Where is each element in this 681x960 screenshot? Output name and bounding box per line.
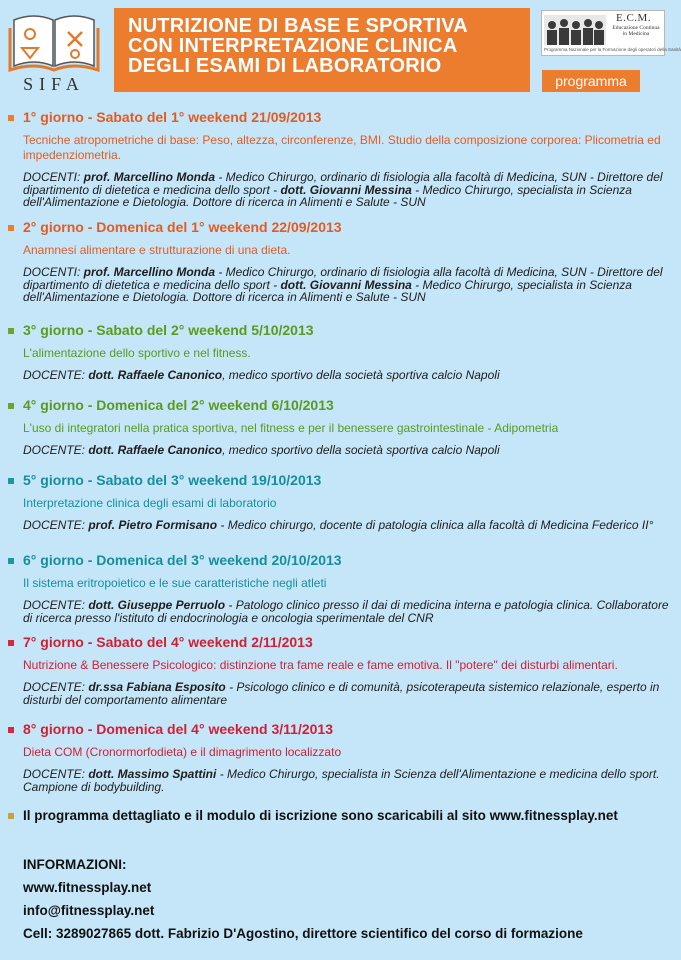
teacher-label: DOCENTE: <box>23 518 89 532</box>
teacher-desc: , medico sportivo della società sportiva calcio Napoli <box>222 368 500 382</box>
teacher-name: dott. Giovanni Messina <box>280 277 412 292</box>
info-heading: INFORMAZIONI: <box>23 857 127 872</box>
day-topic: Interpretazione clinica degli esami di laboratorio <box>23 496 277 510</box>
teacher-label: DOCENTE: <box>23 368 89 382</box>
day-teachers <box>23 444 673 457</box>
ecm-footer: Programma Nazionale per la Formazione degli operatori della Sanità <box>544 47 681 52</box>
program-button[interactable]: programma <box>542 70 640 92</box>
title-line: NUTRIZIONE DI BASE E SPORTIVA <box>128 15 468 37</box>
day-teachers <box>23 369 673 382</box>
square-bullet-icon <box>8 727 14 733</box>
day-teachers <box>23 171 673 209</box>
teacher-name: prof. Pietro Formisano <box>88 518 218 532</box>
day-section <box>8 397 673 457</box>
teacher-name: dott. Massimo Spattini <box>88 767 217 781</box>
day-section <box>8 219 673 304</box>
day-section <box>8 322 673 382</box>
teacher-desc: - Psicologo clinico e di comunità, psicoterapeuta sistemico relazionale, esperto in disturbi del comportamento alimentare <box>23 680 660 707</box>
day-title-text: 1° giorno - Sabato del 1° weekend 21/09/2013 <box>23 109 322 125</box>
day-topic: Dieta COM (Cronormorfodieta) e il dimagrimento localizzato <box>23 745 342 759</box>
day-teachers <box>23 599 673 624</box>
day-teachers <box>23 519 673 532</box>
logo-text: SIFA <box>23 74 85 94</box>
day-topic: Tecniche atropometriche di base: Peso, altezza, circonferenze, BMI. Studio della composizione corporea: Plicometria ed impedenziometria. <box>23 133 661 162</box>
teacher-desc: - Medico chirurgo, docente di patologia clinica alla facoltà di Medicina Federico II° <box>217 518 654 532</box>
square-bullet-icon <box>8 640 14 646</box>
teacher-label: DOCENTI: <box>23 170 84 184</box>
ecm-line: Educazione Continua <box>612 25 660 31</box>
square-bullet-icon <box>8 328 14 334</box>
download-note-text: Il programma dettagliato e il modulo di iscrizione sono scaricabili al sito www.fitnessplay.net <box>23 808 618 823</box>
phone-contact: Cell: 3289027865 dott. Fabrizio D'Agostino, direttore scientifico del corso di formazione <box>23 926 583 941</box>
day-title-text: 8° giorno - Domenica del 4° weekend 3/11/2013 <box>23 721 333 737</box>
teacher-desc: - Medico Chirurgo, specialista in Scienza dell'Alimentazione e Dietologia. Dottore di ricerca in Alimenti e Salute - SUN <box>23 277 632 304</box>
day-topic: Anamnesi alimentare e strutturazione di una dieta. <box>23 243 291 257</box>
teacher-name: dott. Raffaele Canonico <box>88 368 223 382</box>
day-teachers <box>23 768 673 793</box>
day-title <box>8 322 673 339</box>
title-line: DEGLI ESAMI DI LABORATORIO <box>128 55 442 77</box>
teacher-desc: - Medico Chirurgo, specialista in Scienza dell'Alimentazione e medicina dello sport. Campione di bodybuilding. <box>23 767 660 794</box>
day-section <box>8 634 673 706</box>
day-title <box>8 721 673 738</box>
title-line: CON INTERPRETAZIONE CLINICA <box>128 35 458 57</box>
day-section <box>8 721 673 793</box>
day-title-text: 2° giorno - Domenica del 1° weekend 22/09/2013 <box>23 219 342 235</box>
teacher-desc: , medico sportivo della società sportiva calcio Napoli <box>222 443 500 457</box>
teacher-label: DOCENTE: <box>23 598 89 612</box>
teacher-desc: - Medico Chirurgo, ordinario di fisiologia alla facoltà di Medicina, SUN - Direttore del dipartimento di dietetica e medicina dello sport - <box>23 170 663 197</box>
teacher-label: DOCENTI: <box>23 265 84 279</box>
teacher-desc: - Patologo clinico presso il dai di medicina interna e patologia clinica. Collaboratore di ricerca presso l'istituto di endocrinologia e oncologia sperimentale del CNR <box>23 598 669 625</box>
teacher-name: dott. Raffaele Canonico <box>88 443 223 457</box>
day-topic: L'alimentazione dello sportivo e nel fitness. <box>23 346 251 360</box>
square-bullet-icon <box>8 403 14 409</box>
teacher-name: dr.ssa Fabiana Esposito <box>88 680 226 694</box>
day-teachers <box>23 266 673 304</box>
website-link[interactable]: www.fitnessplay.net <box>23 880 152 895</box>
open-book-icon <box>8 8 100 72</box>
day-topic: L'uso di integratori nella pratica sportiva, nel fitness e per il benessere gastrointestinale - Adipometria <box>23 421 559 435</box>
sifa-logo <box>8 8 100 96</box>
email-link[interactable]: info@fitnessplay.net <box>23 903 155 918</box>
day-section <box>8 552 673 624</box>
square-bullet-icon <box>8 558 14 564</box>
day-topic: Il sistema eritropoietico e le sue caratteristiche negli atleti <box>23 576 327 590</box>
day-title-text: 7° giorno - Sabato del 4° weekend 2/11/2013 <box>23 634 313 650</box>
contact-info <box>23 853 583 945</box>
day-title-text: 5° giorno - Sabato del 3° weekend 19/10/2013 <box>23 472 322 488</box>
day-title <box>8 552 673 569</box>
teacher-name: dott. Giuseppe Perruolo <box>88 598 226 612</box>
ecm-line: in Medicina <box>622 31 650 37</box>
teacher-name: prof. Marcellino Monda <box>83 265 216 279</box>
teacher-label: DOCENTE: <box>23 443 89 457</box>
square-bullet-icon <box>8 813 14 819</box>
people-group-icon <box>544 15 606 45</box>
square-bullet-icon <box>8 478 14 484</box>
day-section <box>8 472 673 532</box>
teacher-desc: - Medico Chirurgo, specialista in Scienza dell'Alimentazione e Dietologia. Dottore di ricerca in Alimenti e Salute - SUN <box>23 182 632 209</box>
day-title <box>8 397 673 414</box>
day-teachers <box>23 681 673 706</box>
teacher-name: prof. Marcellino Monda <box>83 170 216 184</box>
day-title-text: 6° giorno - Domenica del 3° weekend 20/10/2013 <box>23 552 342 568</box>
day-title <box>8 634 673 651</box>
ecm-acronym: E.C.M. <box>616 12 652 24</box>
download-note <box>8 808 618 823</box>
teacher-name: dott. Giovanni Messina <box>280 182 412 197</box>
ecm-subtitle <box>608 25 664 37</box>
square-bullet-icon <box>8 115 14 121</box>
course-title <box>114 8 530 92</box>
day-title-text: 3° giorno - Sabato del 2° weekend 5/10/2013 <box>23 322 314 338</box>
day-title <box>8 219 673 236</box>
day-topic: Nutrizione & Benessere Psicologico: distinzione tra fame reale e fame emotiva. Il "potere" dei disturbi alimentari. <box>23 658 618 672</box>
ecm-logo <box>541 10 681 56</box>
teacher-desc: - Medico Chirurgo, ordinario di fisiologia alla facoltà di Medicina, SUN - Direttore del dipartimento di dietetica e medicina dello sport - <box>23 265 663 292</box>
day-title <box>8 472 673 489</box>
square-bullet-icon <box>8 225 14 231</box>
day-title-text: 4° giorno - Domenica del 2° weekend 6/10/2013 <box>23 397 334 413</box>
teacher-label: DOCENTE: <box>23 767 89 781</box>
day-section <box>8 109 673 209</box>
day-title <box>8 109 673 126</box>
teacher-label: DOCENTE: <box>23 680 89 694</box>
